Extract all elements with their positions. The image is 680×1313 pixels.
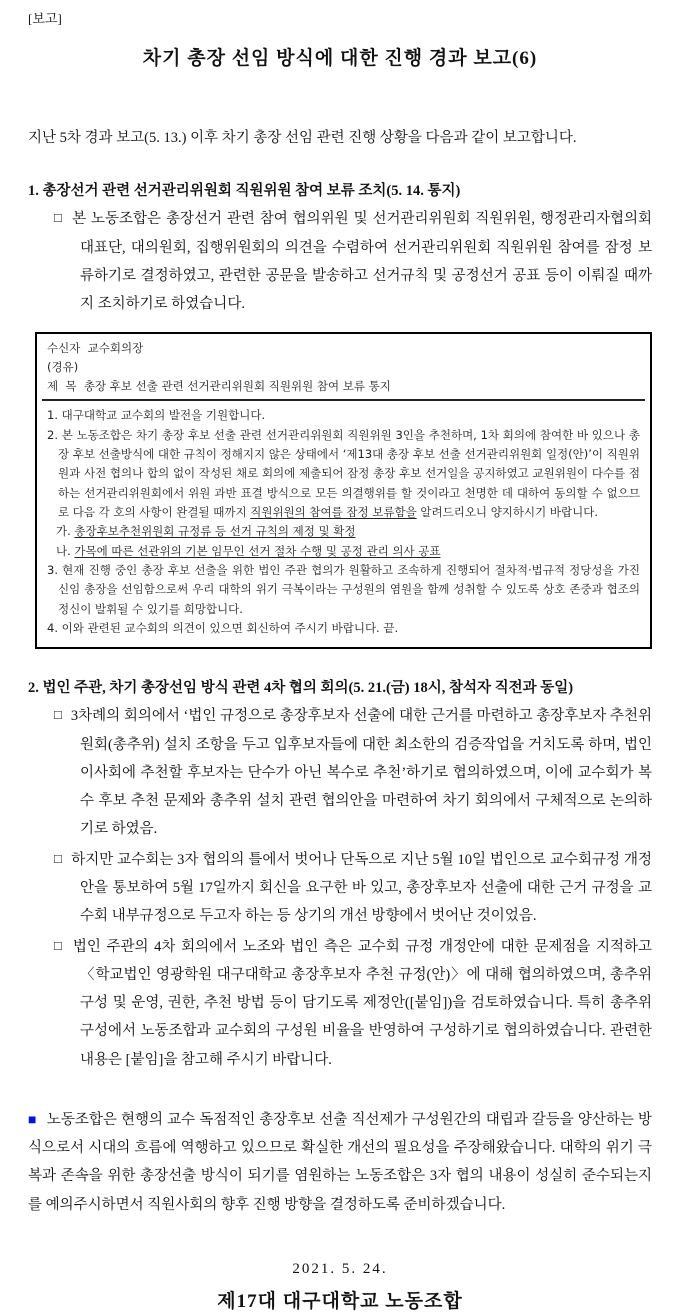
- section-2-bullet-3-text: 법인 주관의 4차 회의에서 노조와 법인 측은 교수회 규정 개정안에 대한 문제점을 지적하고 〈학교법인 영광학원 대구대학교 총장후보자 추천 규정(안)〉에 대해 협의하였으며, 총추위 구성 및 운영, 권한, 추천 방법 등이 담기도록 제정안([붙임])을 검토하였습니다. 특히 총추위 구성에서 노동조합과 교수회의 구성원 비율을 반영하여 구성하기로 협의하였습니다. 관련한 내용은 [붙임]을 참고해 주시기 바랍니다.: [72, 938, 653, 1068]
- section-1: [28, 180, 652, 318]
- section-1-heading: 1. 총장선거 관련 선거관리위원회 직원위원 참여 보류 조치(5. 14. 통지): [28, 183, 461, 200]
- section-2-bullet-3: [28, 933, 652, 1074]
- square-bullet-icon: □: [54, 937, 64, 953]
- closing-paragraph-text: 노동조합은 현행의 교수 독점적인 총장후보 선출 직선제가 구성원간의 대립과 갈등을 양산하는 방식으로서 시대의 흐름에 역행하고 있으므로 확실한 개선의 필요성을 주장해왔습니다. 대학의 위기 극복과 존속을 위한 총장선출 방식이 되기를 염원하는 노동조합은 3자 협의 내용이 성실히 준수되는지를 예의주시하면서 직원사회의 향후 진행 방향을 결정하도록 준비하겠습니다.: [28, 1111, 652, 1213]
- notice-item-2b-underlined: 가목에 따른 선관위의 기본 임무인 선거 절차 수행 및 공정 관리 의사 공표: [74, 543, 441, 558]
- notice-header-divider: [42, 399, 645, 401]
- notice-item-3: 3. 현재 진행 중인 총장 후보 선출을 위한 법인 주관 협의가 원활하고 조속하게 진행되어 절차적·법규적 정당성을 가진 신임 총장을 선임함으로써 우리 대학의 위기 극복이라는 구성원의 염원을 함께 성취할 수 있도록 상호 존중과 협조의 정신이 발휘될 수 있기를 희망합니다.: [47, 562, 640, 616]
- section-1-bullet-text: 본 노동조합은 총장선거 관련 참여 협의위원 및 선거관리위원회 직원위원, 행정관리자협의회 대표단, 대의원회, 집행위원회의 의견을 수렴하여 선거관리위원회 직원위원 참여를 잠정 보류하기로 결정하였고, 관련한 공문을 발송하고 선거규칙 및 공정선거 공표 등이 이뤄질 때까지 조치하기로 하였습니다.: [72, 211, 653, 313]
- square-bullet-icon: □: [54, 210, 64, 226]
- section-2: [28, 677, 652, 1074]
- notice-item-2-text: 2. 본 노동조합은 차기 총장 후보 선출 관련 선거관리위원회 직원위원 3인을 추천하며, 1차 회의에 참여한 바 있으나 총장 후보 선출방식에 대한 규칙이 정해지지 않은 상태에서 ‘제13대 총장 후보 선출 선거관리위원회 일정(안)’이 직원위원과 사전 협의나 합의 없이 작성된 채로 회의에 제출되어 잠정 총장 후보 선거일을 공지하였고 교원위원이 다수를 점하는 선거관리위원회에서 위원 과반 표결 방식으로 모든 의결행위를 할 것이라고 천명한 데 대하여 동의할 수 없으므로 다음 각 호의 사항이 완결될 때까지: [47, 427, 640, 520]
- signature-line: 제17대 대구대학교 노동조합: [217, 1290, 463, 1312]
- notice-item-2b: [56, 542, 640, 561]
- notice-item-2b-label: 나.: [56, 543, 75, 558]
- closing-paragraph: [28, 1106, 652, 1219]
- section-2-bullet-1: [28, 702, 652, 843]
- square-bullet-icon: □: [54, 850, 63, 866]
- notice-item-2-underlined: 직원위원의 참여를 잠정 보류함을: [250, 505, 417, 520]
- notice-item-2: [47, 426, 640, 523]
- notice-via-line: (경유): [47, 359, 79, 374]
- blue-square-bullet-icon: ■: [28, 1112, 37, 1128]
- notice-item-1: 1. 대구대학교 교수회의 발전을 기원합니다.: [47, 408, 266, 423]
- notice-recipient-line: 수신자 교수회의장: [47, 340, 144, 355]
- doc-type-label: [보고]: [28, 11, 62, 26]
- page-title: 차기 총장 선임 방식에 대한 진행 경과 보고(6): [142, 48, 538, 69]
- notice-item-4: 4. 이와 관련된 교수회의 의견이 있으면 회신하여 주시기 바랍니다. 끝.: [47, 620, 399, 635]
- section-2-bullet-2: [28, 846, 652, 931]
- square-bullet-icon: □: [54, 707, 62, 723]
- notice-item-2a: [56, 522, 640, 541]
- notice-item-2a-underlined: 총장후보추천위원회 규정류 등 선거 규칙의 제정 및 확정: [74, 524, 356, 539]
- section-2-bullet-2-text: 하지만 교수회는 3자 협의의 틀에서 벗어나 단독으로 지난 5월 10일 법인으로 교수회규정 개정안을 통보하여 5월 17일까지 회신을 요구한 바 있고, 총장후보자 선출에 대한 근거 규정을 교수회 내부규정으로 두고자 하는 등 상기의 개선 방향에서 벗어난 것이었음.: [71, 851, 653, 925]
- section-2-bullet-1-text: 3차례의 회의에서 ‘법인 규정으로 총장후보자 선출에 대한 근거를 마련하고 총장후보자 추천위원회(총추위) 설치 조항을 두고 입후보자들에 대한 최소한의 검증작업을 거치도록 하며, 법인 이사회에 추천할 후보자는 단수가 아닌 복수로 추천’하기로 협의하였으며, 이에 교수회가 복수 후보 추천 문제와 총추위 설치 관련 협의안을 마련하여 차기 회의에서 구체적으로 논의하기로 하였음.: [70, 708, 652, 838]
- section-2-heading: 2. 법인 주관, 차기 총장선임 방식 관련 4차 협의 회의(5. 21.(금) 18시, 참석자 직전과 동일): [28, 680, 574, 697]
- official-notice-box: [35, 332, 652, 650]
- notice-item-2-tail: 알려드리오니 양지하시기 바랍니다.: [416, 505, 598, 520]
- report-date: 2021. 5. 24.: [292, 1260, 388, 1277]
- section-1-bullet: [28, 205, 652, 318]
- intro-paragraph: 지난 5차 경과 보고(5. 13.) 이후 차기 총장 선임 관련 진행 상황을 다음과 같이 보고합니다.: [28, 130, 577, 146]
- notice-item-2a-label: 가.: [56, 524, 75, 539]
- notice-subject-line: 제 목 총장 후보 선출 관련 선거관리위원회 직원위원 참여 보류 통지: [47, 379, 391, 394]
